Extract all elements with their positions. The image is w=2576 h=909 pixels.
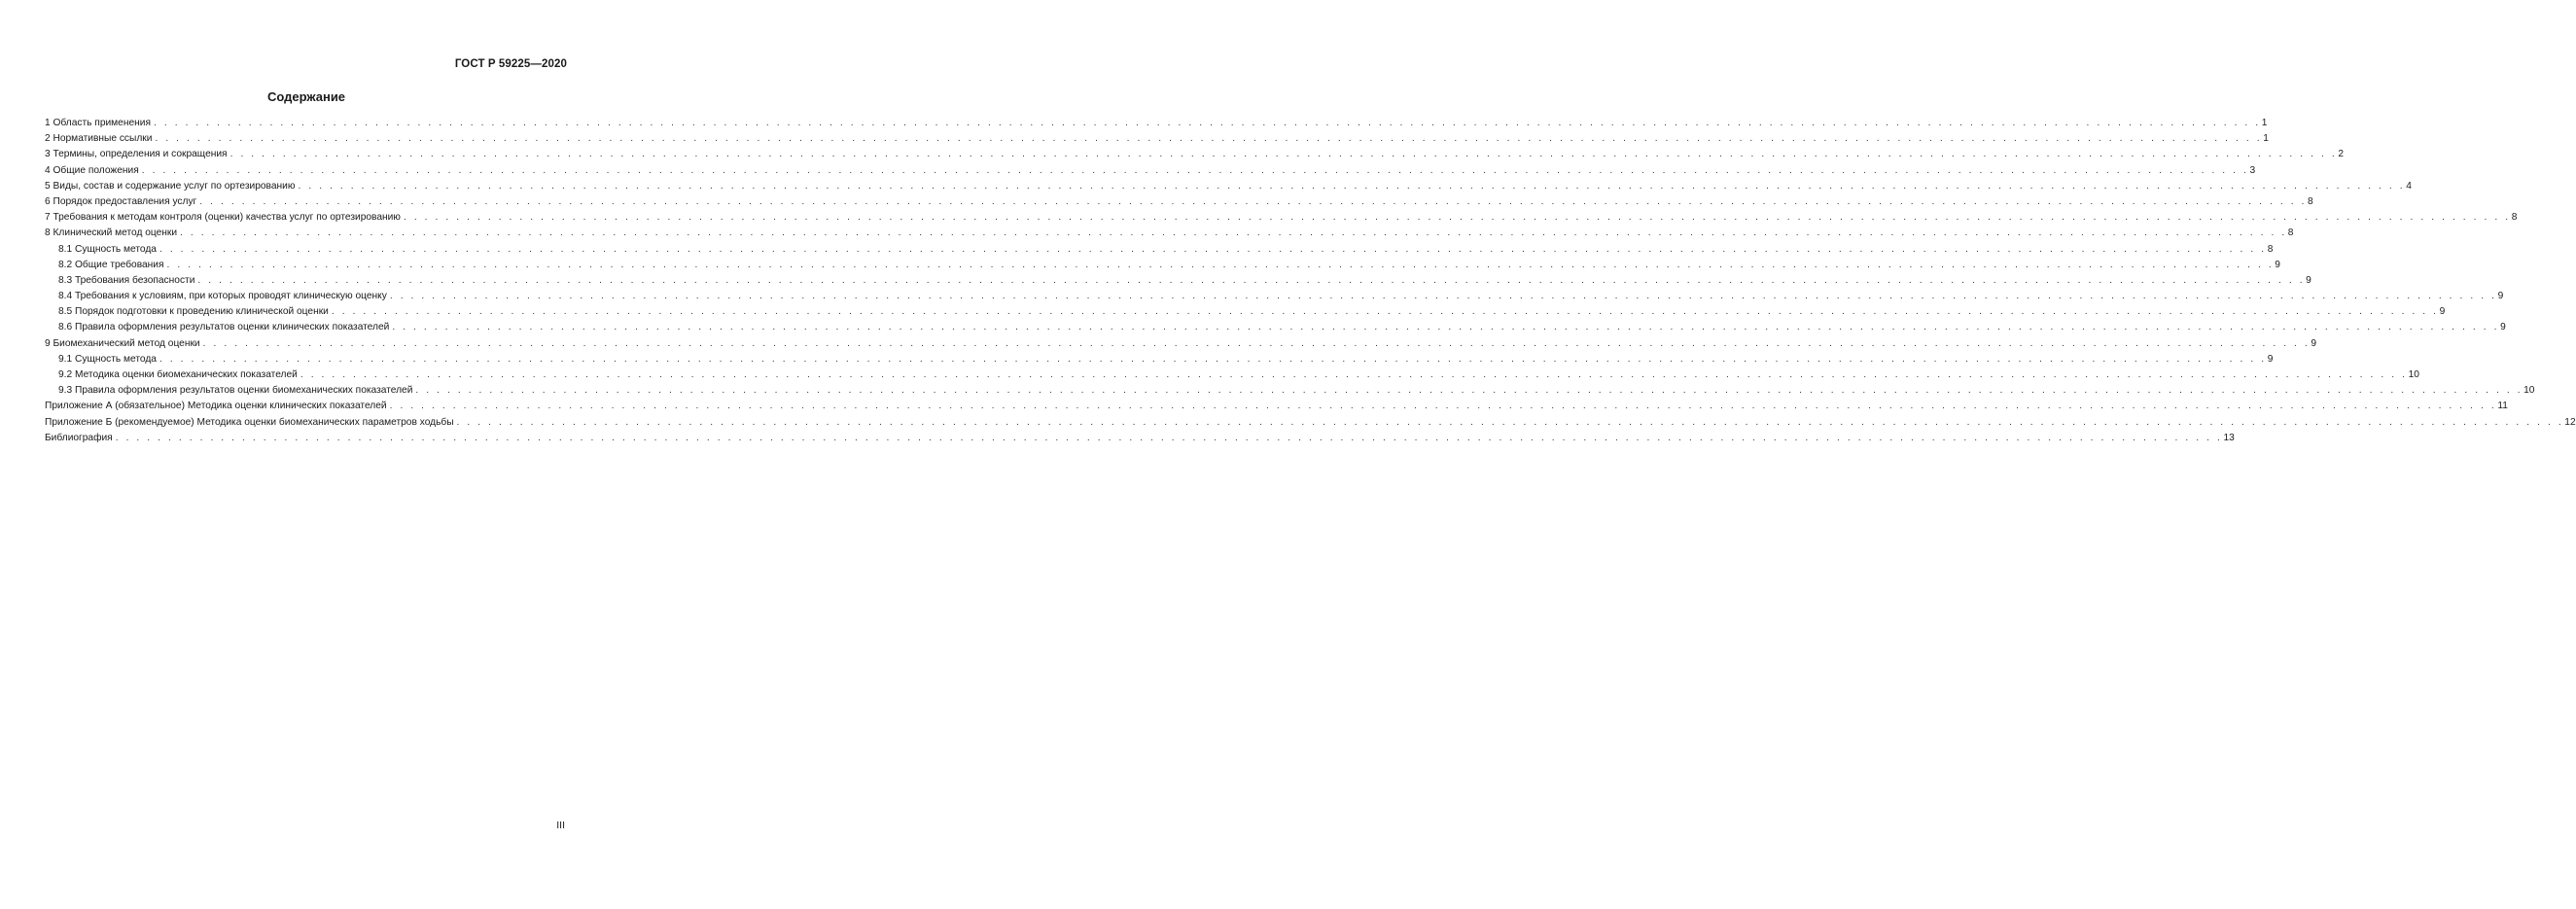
- toc-entry-label: 8.5 Порядок подготовки к проведению клинической оценки: [58, 306, 329, 318]
- toc-entry-label: 8.1 Сущность метода: [58, 243, 157, 255]
- toc-entry[interactable]: [45, 273, 2311, 289]
- table-of-contents: [45, 116, 2576, 446]
- toc-entry-page: 3: [2249, 164, 2256, 176]
- toc-leader-dots: . . . . . . . . . . . . . . . . . . . . . . . . . . . . . . . . . . . . . . . . . . . . . . . . . . . . . . . . . . . . . . . . . . . . . . . . . . . . . . . . . . . . . . . . . . . . . . . . . . . . . . . . . . . . . . . . . . . . . . . . . . . . . . . . . . . . . . . . . . . . . . . . . . . . . . . . . . . . . . . . . . . . . . . . . . . . . . . . . . . . . . . . . . . . . . . . . . . . . . . .: [229, 149, 2338, 160]
- toc-entry-page: 9: [2497, 291, 2504, 302]
- toc-entry-label: 9 Биомеханический метод оценки: [45, 337, 200, 349]
- toc-entry-label: 6 Порядок предоставления услуг: [45, 195, 197, 207]
- toc-leader-dots: . . . . . . . . . . . . . . . . . . . . . . . . . . . . . . . . . . . . . . . . . . . . . . . . . . . . . . . . . . . . . . . . . . . . . . . . . . . . . . . . . . . . . . . . . . . . . . . . . . . . . . . . . . . . . . . . . . . . . . . . . . . . . . . . . . . . . . . . . . . . . . . . . . . . . . . . . . . . . . . . . . . . . . . . . . . . . . . . . . . . . . . . . . . . . . . . . . . . . . . .: [180, 227, 2287, 239]
- toc-leader-dots: . . . . . . . . . . . . . . . . . . . . . . . . . . . . . . . . . . . . . . . . . . . . . . . . . . . . . . . . . . . . . . . . . . . . . . . . . . . . . . . . . . . . . . . . . . . . . . . . . . . . . . . . . . . . . . . . . . . . . . . . . . . . . . . . . . . . . . . . . . . . . . . . . . . . . . . . . . . . . . . . . . . . . . . . . . . . . . . . . . . . . . . . . . . . . . . . . . . . . . . .: [115, 432, 2223, 443]
- page-number: III: [556, 820, 565, 831]
- toc-leader-dots: . . . . . . . . . . . . . . . . . . . . . . . . . . . . . . . . . . . . . . . . . . . . . . . . . . . . . . . . . . . . . . . . . . . . . . . . . . . . . . . . . . . . . . . . . . . . . . . . . . . . . . . . . . . . . . . . . . . . . . . . . . . . . . . . . . . . . . . . . . . . . . . . . . . . . . . . . . . . . . . . . . . . . . . . . . . . . . . . . . . . . . . . . . . . . . . . . . . . . . . .: [202, 337, 2311, 349]
- toc-title: Содержание: [266, 89, 346, 104]
- toc-entry[interactable]: [45, 336, 2317, 352]
- toc-leader-dots: . . . . . . . . . . . . . . . . . . . . . . . . . . . . . . . . . . . . . . . . . . . . . . . . . . . . . . . . . . . . . . . . . . . . . . . . . . . . . . . . . . . . . . . . . . . . . . . . . . . . . . . . . . . . . . . . . . . . . . . . . . . . . . . . . . . . . . . . . . . . . . . . . . . . . . . . . . . . . . . . . . . . . . . . . . . . . . . . . . . . . . . . . . . . . . . . . . . . . . . .: [159, 243, 2267, 255]
- toc-entry-label: 1 Область применения: [45, 118, 151, 128]
- toc-entry[interactable]: [45, 242, 2274, 258]
- toc-entry-page: 10: [2523, 385, 2535, 397]
- toc-entry[interactable]: [45, 304, 2446, 320]
- toc-entry[interactable]: [45, 194, 2313, 210]
- toc-entry[interactable]: [45, 415, 2576, 431]
- toc-entry-label: 2 Нормативные ссылки: [45, 133, 153, 145]
- toc-entry[interactable]: [45, 431, 2235, 446]
- toc-leader-dots: . . . . . . . . . . . . . . . . . . . . . . . . . . . . . . . . . . . . . . . . . . . . . . . . . . . . . . . . . . . . . . . . . . . . . . . . . . . . . . . . . . . . . . . . . . . . . . . . . . . . . . . . . . . . . . . . . . . . . . . . . . . . . . . . . . . . . . . . . . . . . . . . . . . . . . . . . . . . . . . . . . . . . . . . . . . . . . . . . . . . . . . . . . . . . . . . . . . . . . . .: [300, 369, 2408, 380]
- toc-entry[interactable]: [45, 258, 2280, 273]
- toc-leader-dots: . . . . . . . . . . . . . . . . . . . . . . . . . . . . . . . . . . . . . . . . . . . . . . . . . . . . . . . . . . . . . . . . . . . . . . . . . . . . . . . . . . . . . . . . . . . . . . . . . . . . . . . . . . . . . . . . . . . . . . . . . . . . . . . . . . . . . . . . . . . . . . . . . . . . . . . . . . . . . . . . . . . . . . . . . . . . . . . . . . . . . . . . . . . . . . . . . . . . . . . .: [392, 322, 2500, 333]
- toc-leader-dots: . . . . . . . . . . . . . . . . . . . . . . . . . . . . . . . . . . . . . . . . . . . . . . . . . . . . . . . . . . . . . . . . . . . . . . . . . . . . . . . . . . . . . . . . . . . . . . . . . . . . . . . . . . . . . . . . . . . . . . . . . . . . . . . . . . . . . . . . . . . . . . . . . . . . . . . . . . . . . . . . . . . . . . . . . . . . . . . . . . . . . . . . . . . . . . . . . . . . . . . .: [155, 133, 2263, 145]
- toc-entry-label: 8 Клинический метод оценки: [45, 227, 178, 239]
- toc-entry-label: Приложение А (обязательное) Методика оценки клинических показателей: [45, 401, 387, 412]
- toc-entry[interactable]: [45, 179, 2412, 194]
- toc-entry-label: 4 Общие положения: [45, 164, 139, 176]
- toc-leader-dots: . . . . . . . . . . . . . . . . . . . . . . . . . . . . . . . . . . . . . . . . . . . . . . . . . . . . . . . . . . . . . . . . . . . . . . . . . . . . . . . . . . . . . . . . . . . . . . . . . . . . . . . . . . . . . . . . . . . . . . . . . . . . . . . . . . . . . . . . . . . . . . . . . . . . . . . . . . . . . . . . . . . . . . . . . . . . . . . . . . . . . . . . . . . . . . . . . . . . . . . .: [199, 195, 2308, 207]
- toc-entry-page: 10: [2408, 369, 2419, 380]
- toc-entry[interactable]: [45, 320, 2506, 335]
- toc-entry-page: 9: [2439, 306, 2446, 318]
- toc-leader-dots: . . . . . . . . . . . . . . . . . . . . . . . . . . . . . . . . . . . . . . . . . . . . . . . . . . . . . . . . . . . . . . . . . . . . . . . . . . . . . . . . . . . . . . . . . . . . . . . . . . . . . . . . . . . . . . . . . . . . . . . . . . . . . . . . . . . . . . . . . . . . . . . . . . . . . . . . . . . . . . . . . . . . . . . . . . . . . . . . . . . . . . . . . . . . . . . . . . . . . . . .: [389, 291, 2497, 302]
- toc-entry-page: 1: [2261, 118, 2268, 128]
- toc-leader-dots: . . . . . . . . . . . . . . . . . . . . . . . . . . . . . . . . . . . . . . . . . . . . . . . . . . . . . . . . . . . . . . . . . . . . . . . . . . . . . . . . . . . . . . . . . . . . . . . . . . . . . . . . . . . . . . . . . . . . . . . . . . . . . . . . . . . . . . . . . . . . . . . . . . . . . . . . . . . . . . . . . . . . . . . . . . . . . . . . . . . . . . . . . . . . . . . . . . . . . . . .: [403, 212, 2511, 224]
- toc-entry[interactable]: [45, 116, 2268, 131]
- toc-entry[interactable]: [45, 352, 2274, 367]
- toc-entry[interactable]: [45, 289, 2504, 304]
- toc-leader-dots: . . . . . . . . . . . . . . . . . . . . . . . . . . . . . . . . . . . . . . . . . . . . . . . . . . . . . . . . . . . . . . . . . . . . . . . . . . . . . . . . . . . . . . . . . . . . . . . . . . . . . . . . . . . . . . . . . . . . . . . . . . . . . . . . . . . . . . . . . . . . . . . . . . . . . . . . . . . . . . . . . . . . . . . . . . . . . . . . . . . . . . . . . . . . . . . . . . . . . . . .: [197, 274, 2306, 286]
- toc-entry-page: 13: [2223, 432, 2235, 443]
- toc-entry-label: 9.3 Правила оформления результатов оценки биомеханических показателей: [58, 385, 413, 397]
- toc-leader-dots: . . . . . . . . . . . . . . . . . . . . . . . . . . . . . . . . . . . . . . . . . . . . . . . . . . . . . . . . . . . . . . . . . . . . . . . . . . . . . . . . . . . . . . . . . . . . . . . . . . . . . . . . . . . . . . . . . . . . . . . . . . . . . . . . . . . . . . . . . . . . . . . . . . . . . . . . . . . . . . . . . . . . . . . . . . . . . . . . . . . . . . . . . . . . . . . . . . . . . . . .: [159, 353, 2267, 365]
- toc-entry-page: 1: [2263, 133, 2269, 145]
- toc-leader-dots: . . . . . . . . . . . . . . . . . . . . . . . . . . . . . . . . . . . . . . . . . . . . . . . . . . . . . . . . . . . . . . . . . . . . . . . . . . . . . . . . . . . . . . . . . . . . . . . . . . . . . . . . . . . . . . . . . . . . . . . . . . . . . . . . . . . . . . . . . . . . . . . . . . . . . . . . . . . . . . . . . . . . . . . . . . . . . . . . . . . . . . . . . . . . . . . . . . . . . . . .: [298, 180, 2406, 192]
- toc-entry-page: 4: [2406, 180, 2412, 192]
- toc-entry-page: 9: [2267, 353, 2274, 365]
- toc-entry[interactable]: [45, 210, 2518, 226]
- toc-entry-page: 11: [2497, 401, 2508, 412]
- toc-entry-page: 9: [2500, 322, 2506, 333]
- toc-leader-dots: . . . . . . . . . . . . . . . . . . . . . . . . . . . . . . . . . . . . . . . . . . . . . . . . . . . . . . . . . . . . . . . . . . . . . . . . . . . . . . . . . . . . . . . . . . . . . . . . . . . . . . . . . . . . . . . . . . . . . . . . . . . . . . . . . . . . . . . . . . . . . . . . . . . . . . . . . . . . . . . . . . . . . . . . . . . . . . . . . . . . . . . . . . . . . . . . . . . . . . . .: [153, 118, 2261, 128]
- toc-entry-label: Библиография: [45, 432, 113, 443]
- toc-leader-dots: . . . . . . . . . . . . . . . . . . . . . . . . . . . . . . . . . . . . . . . . . . . . . . . . . . . . . . . . . . . . . . . . . . . . . . . . . . . . . . . . . . . . . . . . . . . . . . . . . . . . . . . . . . . . . . . . . . . . . . . . . . . . . . . . . . . . . . . . . . . . . . . . . . . . . . . . . . . . . . . . . . . . . . . . . . . . . . . . . . . . . . . . . . . . . . . . . . . . . . . .: [141, 164, 2249, 176]
- toc-leader-dots: . . . . . . . . . . . . . . . . . . . . . . . . . . . . . . . . . . . . . . . . . . . . . . . . . . . . . . . . . . . . . . . . . . . . . . . . . . . . . . . . . . . . . . . . . . . . . . . . . . . . . . . . . . . . . . . . . . . . . . . . . . . . . . . . . . . . . . . . . . . . . . . . . . . . . . . . . . . . . . . . . . . . . . . . . . . . . . . . . . . . . . . . . . . . . . . . . . . . . . . .: [331, 306, 2439, 318]
- toc-entry-page: 8: [2267, 243, 2274, 255]
- toc-entry-label: 8.2 Общие требования: [58, 259, 164, 270]
- toc-entry-page: 9: [2311, 337, 2317, 349]
- toc-entry-label: Приложение Б (рекомендуемое) Методика оценки биомеханических параметров ходьбы: [45, 416, 454, 428]
- toc-leader-dots: . . . . . . . . . . . . . . . . . . . . . . . . . . . . . . . . . . . . . . . . . . . . . . . . . . . . . . . . . . . . . . . . . . . . . . . . . . . . . . . . . . . . . . . . . . . . . . . . . . . . . . . . . . . . . . . . . . . . . . . . . . . . . . . . . . . . . . . . . . . . . . . . . . . . . . . . . . . . . . . . . . . . . . . . . . . . . . . . . . . . . . . . . . . . . . . . . . . . . . . .: [389, 401, 2497, 412]
- toc-entry-page: 8: [2287, 227, 2294, 239]
- document-code: ГОСТ Р 59225—2020: [454, 58, 567, 70]
- toc-entry[interactable]: [45, 383, 2535, 399]
- toc-entry[interactable]: [45, 147, 2344, 162]
- toc-entry-label: 3 Термины, определения и сокращения: [45, 149, 228, 160]
- toc-entry-page: 8: [2308, 195, 2313, 207]
- toc-entry-label: 9.1 Сущность метода: [58, 353, 157, 365]
- toc-leader-dots: . . . . . . . . . . . . . . . . . . . . . . . . . . . . . . . . . . . . . . . . . . . . . . . . . . . . . . . . . . . . . . . . . . . . . . . . . . . . . . . . . . . . . . . . . . . . . . . . . . . . . . . . . . . . . . . . . . . . . . . . . . . . . . . . . . . . . . . . . . . . . . . . . . . . . . . . . . . . . . . . . . . . . . . . . . . . . . . . . . . . . . . . . . . . . . . . . . . . . . . .: [415, 385, 2523, 397]
- toc-entry[interactable]: [45, 367, 2419, 383]
- toc-entry[interactable]: [45, 131, 2269, 147]
- toc-entry-page: 2: [2338, 149, 2344, 160]
- toc-entry[interactable]: [45, 226, 2294, 241]
- toc-entry-label: 7 Требования к методам контроля (оценки) качества услуг по ортезированию: [45, 212, 401, 224]
- toc-entry[interactable]: [45, 163, 2256, 179]
- toc-entry-page: 9: [2306, 274, 2311, 286]
- toc-entry-label: 5 Виды, состав и содержание услуг по ортезированию: [45, 180, 296, 192]
- toc-entry-page: 8: [2511, 212, 2518, 224]
- toc-entry-label: 8.4 Требования к условиям, при которых проводят клиническую оценку: [58, 291, 387, 302]
- toc-entry-label: 8.3 Требования безопасности: [58, 274, 195, 286]
- toc-entry-label: 8.6 Правила оформления результатов оценки клинических показателей: [58, 322, 390, 333]
- toc-entry-label: 9.2 Методика оценки биомеханических показателей: [58, 369, 298, 380]
- toc-entry-page: 12: [2564, 416, 2576, 428]
- toc-leader-dots: . . . . . . . . . . . . . . . . . . . . . . . . . . . . . . . . . . . . . . . . . . . . . . . . . . . . . . . . . . . . . . . . . . . . . . . . . . . . . . . . . . . . . . . . . . . . . . . . . . . . . . . . . . . . . . . . . . . . . . . . . . . . . . . . . . . . . . . . . . . . . . . . . . . . . . . . . . . . . . . . . . . . . . . . . . . . . . . . . . . . . . . . . . . . . . . . . . . . . . . .: [166, 259, 2275, 270]
- toc-entry-page: 9: [2275, 259, 2280, 270]
- toc-leader-dots: . . . . . . . . . . . . . . . . . . . . . . . . . . . . . . . . . . . . . . . . . . . . . . . . . . . . . . . . . . . . . . . . . . . . . . . . . . . . . . . . . . . . . . . . . . . . . . . . . . . . . . . . . . . . . . . . . . . . . . . . . . . . . . . . . . . . . . . . . . . . . . . . . . . . . . . . . . . . . . . . . . . . . . . . . . . . . . . . . . . . . . . . . . . . . . . . . . . . . . . .: [456, 416, 2564, 428]
- toc-entry[interactable]: [45, 399, 2508, 414]
